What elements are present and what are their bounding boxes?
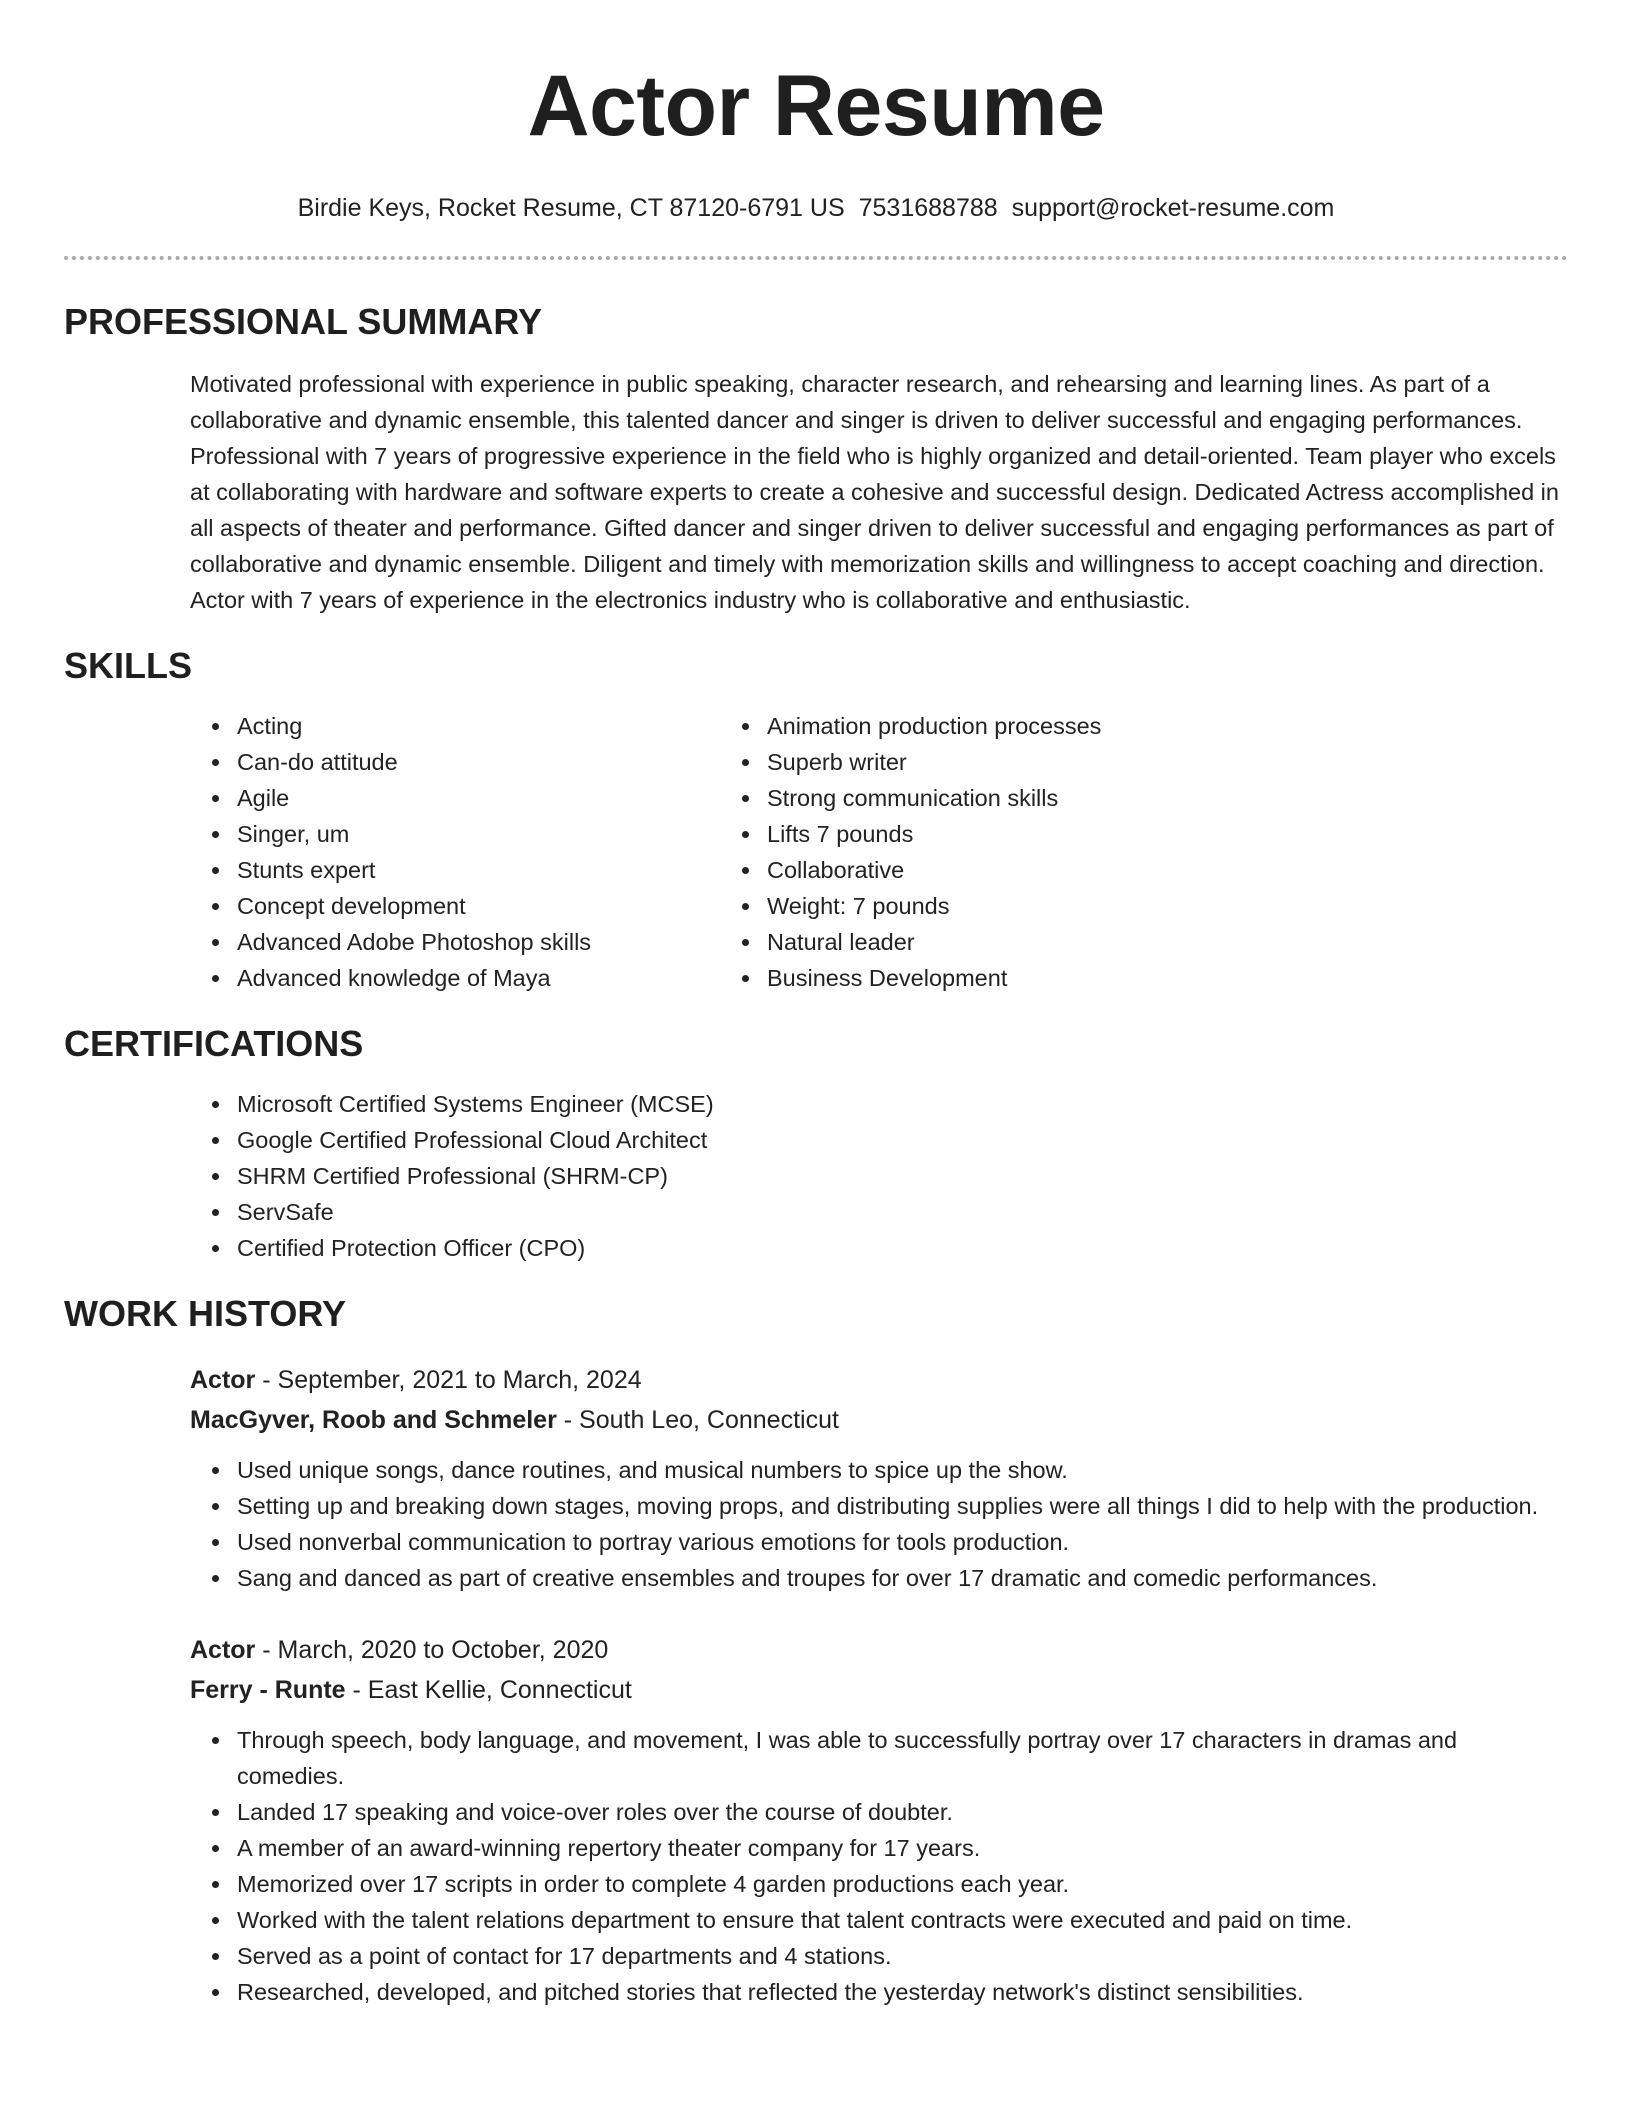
certifications-heading: CERTIFICATIONS <box>64 1023 364 1064</box>
job-location: - East Kellie, Connecticut <box>345 1676 632 1704</box>
job-bullet: • A member of an award-winning repertory theater company for 17 years. <box>233 1830 1568 1866</box>
skill-item: • Can-do attitude <box>233 744 744 780</box>
skills-list-right <box>763 708 1101 996</box>
skill-item: • Lifts 7 pounds <box>763 816 1101 852</box>
job-company-line <box>190 1400 1568 1440</box>
job-entry <box>190 1630 1568 2010</box>
skill-item: • Superb writer <box>763 744 1101 780</box>
certification-item: • ServSafe <box>233 1194 1568 1230</box>
job-bullet: • Landed 17 speaking and voice-over roles over the course of doubter. <box>233 1794 1568 1830</box>
work-history-heading: WORK HISTORY <box>64 1293 347 1334</box>
skills-column-right <box>744 708 1101 996</box>
skill-item: • Animation production processes <box>763 708 1101 744</box>
job-title-line <box>190 1360 1568 1400</box>
job-bullet: • Sang and danced as part of creative ensembles and troupes for over 17 dramatic and comedic performances. <box>233 1560 1568 1596</box>
contact-phone: 7531688788 <box>858 194 998 222</box>
job-title: Actor <box>190 1636 256 1664</box>
skill-item: • Business Development <box>763 960 1101 996</box>
job-bullet: • Memorized over 17 scripts in order to complete 4 garden productions each year. <box>233 1866 1568 1902</box>
certification-item: • SHRM Certified Professional (SHRM-CP) <box>233 1158 1568 1194</box>
skill-item: • Singer, um <box>233 816 744 852</box>
skill-item: • Advanced knowledge of Maya <box>233 960 744 996</box>
job-bullet: • Served as a point of contact for 17 departments and 4 stations. <box>233 1938 1568 1974</box>
skill-item: • Acting <box>233 708 744 744</box>
job-dates: - September, 2021 to March, 2024 <box>255 1366 642 1394</box>
summary-text: Motivated professional with experience in public speaking, character research, and rehearsing and learning lines. As part of a collaborative and dynamic ensemble, this talented dancer and singer is driven to deliver successful and engaging performances. Professional with 7 years of progressive experience in the field who is highly organized and detail-oriented. Team player who excels at collaborating with hardware and software experts to create a cohesive and successful design. Dedicated Actress accomplished in all aspects of theater and performance. Gifted dancer and singer driven to deliver successful and engaging performances as part of collaborative and dynamic ensemble. Diligent and timely with memorization skills and willingness to accept coaching and direction. Actor with 7 years of experience in the electronics industry who is collaborative and enthusiastic. <box>190 371 1559 613</box>
skill-item: • Strong communication skills <box>763 780 1101 816</box>
certifications-list <box>64 1086 1568 1266</box>
certification-item: • Certified Protection Officer (CPO) <box>233 1230 1568 1266</box>
job-title: Actor <box>190 1366 256 1394</box>
job-bullet: • Used unique songs, dance routines, and musical numbers to spice up the show. <box>233 1452 1568 1488</box>
job-company: MacGyver, Roob and Schmeler <box>190 1406 557 1434</box>
header-divider <box>64 256 1568 260</box>
page-title: Actor Resume <box>527 58 1105 154</box>
job-bullet: • Setting up and breaking down stages, moving props, and distributing supplies were all things I did to help with the production. <box>233 1488 1568 1524</box>
job-bullets <box>190 1452 1568 1596</box>
job-dates: - March, 2020 to October, 2020 <box>255 1636 609 1664</box>
skill-item: • Concept development <box>233 888 744 924</box>
job-company-line <box>190 1670 1568 1710</box>
skills-column-left <box>64 708 744 996</box>
contact-line <box>64 192 1568 224</box>
job-bullet: • Used nonverbal communication to portray various emotions for tools production. <box>233 1524 1568 1560</box>
skill-item: • Agile <box>233 780 744 816</box>
skills-heading: SKILLS <box>64 645 193 686</box>
skills-columns <box>64 708 1568 996</box>
summary-heading: PROFESSIONAL SUMMARY <box>64 301 543 342</box>
skill-item: • Natural leader <box>763 924 1101 960</box>
contact-address: Birdie Keys, Rocket Resume, CT 87120-6791 US <box>297 194 845 222</box>
skill-item: • Weight: 7 pounds <box>763 888 1101 924</box>
skill-item: • Collaborative <box>763 852 1101 888</box>
job-bullet: • Researched, developed, and pitched stories that reflected the yesterday network's distinct sensibilities. <box>233 1974 1568 2010</box>
skills-list-left <box>64 708 744 996</box>
job-bullets <box>190 1722 1568 2010</box>
job-company: Ferry - Runte <box>190 1676 346 1704</box>
certification-item: • Google Certified Professional Cloud Architect <box>233 1122 1568 1158</box>
certification-item: • Microsoft Certified Systems Engineer (MCSE) <box>233 1086 1568 1122</box>
job-bullet: • Through speech, body language, and movement, I was able to successfully portray over 17 characters in dramas and comedies. <box>233 1722 1568 1794</box>
skill-item: • Advanced Adobe Photoshop skills <box>233 924 744 960</box>
job-bullet: • Worked with the talent relations department to ensure that talent contracts were executed and paid on time. <box>233 1902 1568 1938</box>
job-title-line <box>190 1630 1568 1670</box>
contact-email: support@rocket-resume.com <box>1011 194 1335 222</box>
skill-item: • Stunts expert <box>233 852 744 888</box>
job-location: - South Leo, Connecticut <box>556 1406 839 1434</box>
job-entry <box>190 1360 1568 1596</box>
